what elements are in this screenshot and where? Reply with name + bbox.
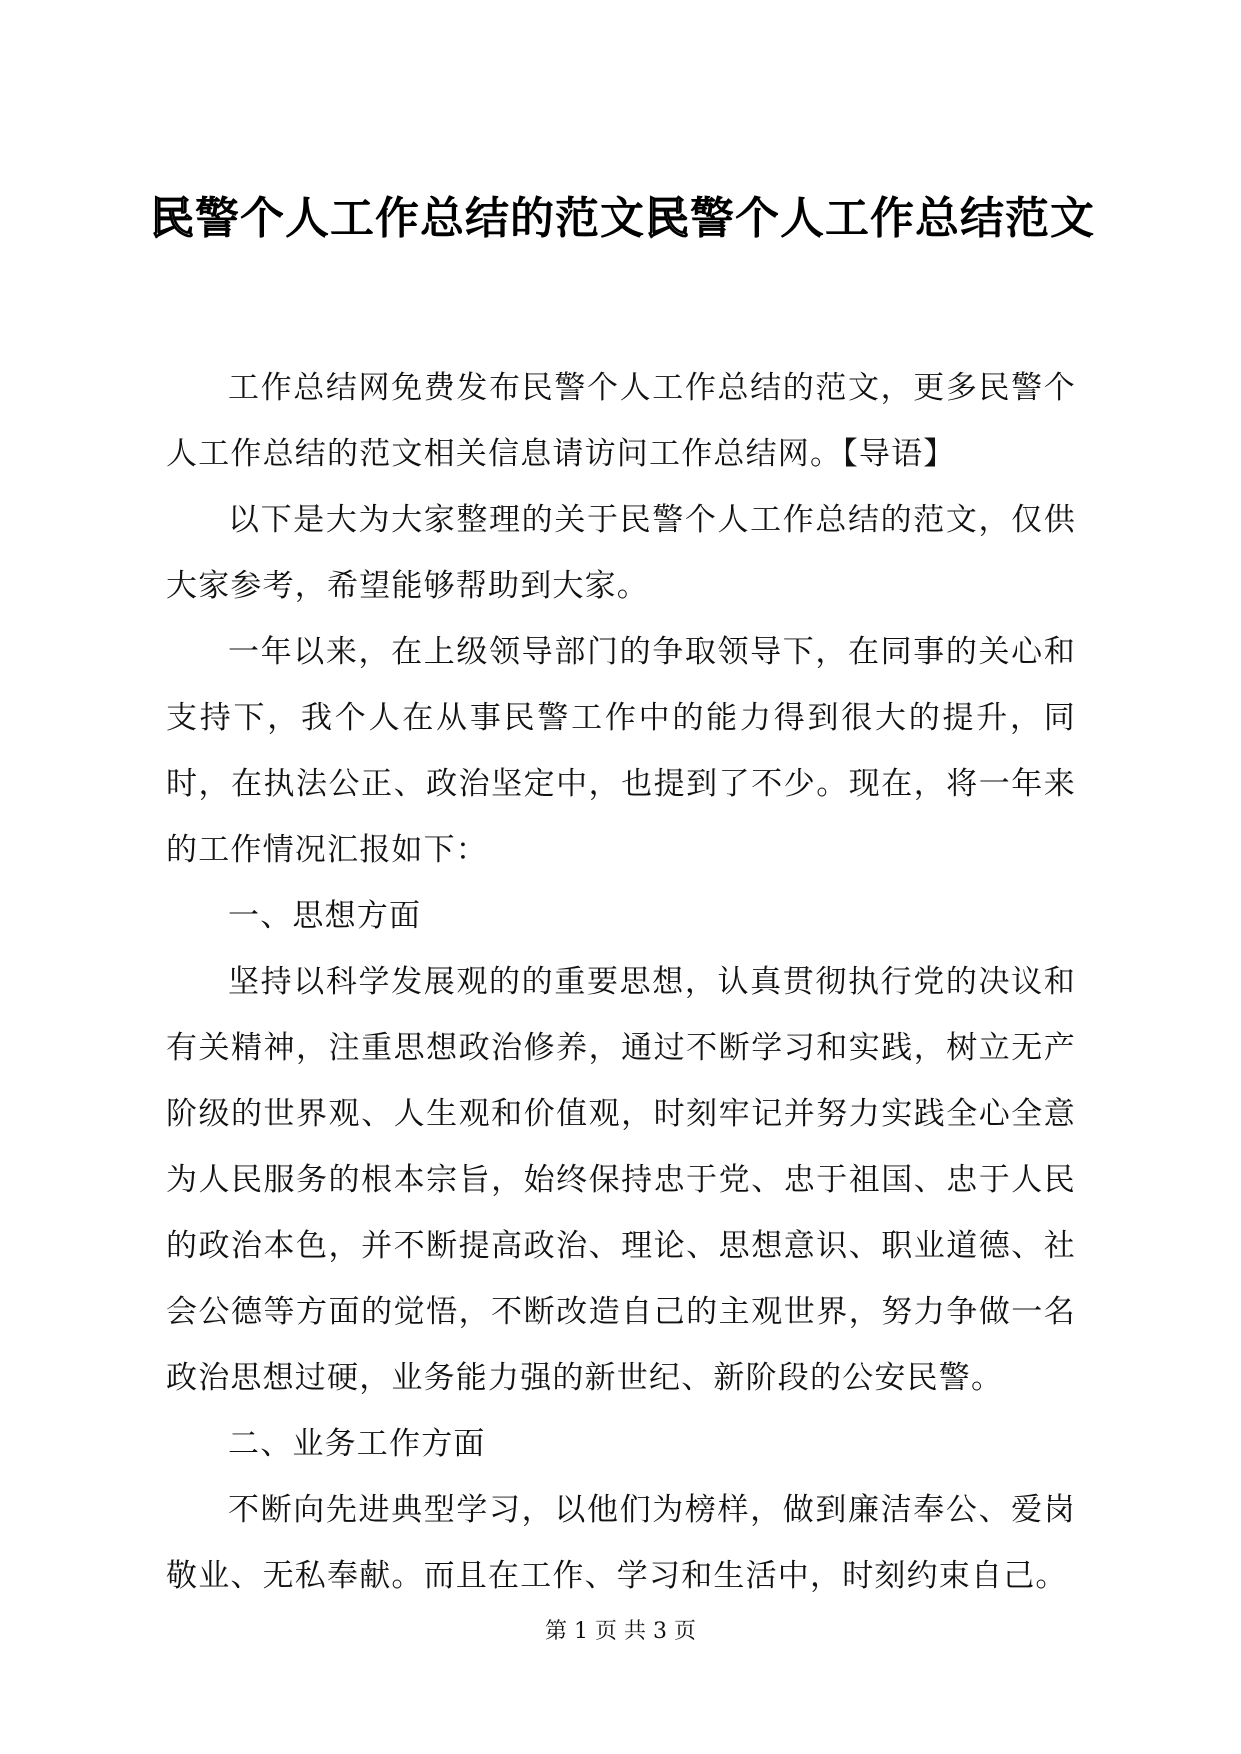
document-title (150, 188, 1095, 250)
title-text-part-1: 警个人工作总结的范文 (195, 193, 645, 244)
title-text-part-2: 警个人工作总结范文 (690, 193, 1095, 244)
paragraph-preface: 以下是大为大家整理的关于民警个人工作总结的范文，仅供大家参考，希望能够帮助到大家。 (166, 502, 1076, 604)
section-heading-work: 二、业务工作方面 (228, 1426, 486, 1462)
paragraph-overview: 一年以来，在上级领导部门的争取领导下，在同事的关心和支持下，我个人在从事民警工作中的能力得到很大的提升，同时，在执法公正、政治坚定中，也提到了不少。现在，将一年来的工作情况汇报如下： (166, 634, 1076, 868)
document-body (166, 355, 1076, 1609)
paragraph-intro: 工作总结网免费发布民警个人工作总结的范文，更多民警个人工作总结的范文相关信息请访问工作总结网。【导语】 (166, 370, 1076, 472)
title-outlined-char-2: 民 (645, 193, 690, 244)
section-heading-thought: 一、思想方面 (228, 898, 422, 934)
paragraph-work: 不断向先进典型学习，以他们为榜样，做到廉洁奉公、爱岗敬业、无私奉献。而且在工作、学习和生活中，时刻约束自己。 (166, 1492, 1076, 1594)
paragraph-thought: 坚持以科学发展观的的重要思想，认真贯彻执行党的决议和有关精神，注重思想政治修养，通过不断学习和实践，树立无产阶级的世界观、人生观和价值观，时刻牢记并努力实践全心全意为人民服务的根本宗旨，始终保持忠于党、忠于祖国、忠于人民的政治本色，并不断提高政治、理论、思想意识、职业道德、社会公德等方面的觉悟，不断改造自己的主观世界，努力争做一名政治思想过硬，业务能力强的新世纪、新阶段的公安民警。 (166, 964, 1076, 1396)
title-outlined-char: 民 (150, 193, 195, 244)
page-footer: 第 1 页 共 3 页 (545, 1619, 696, 1644)
